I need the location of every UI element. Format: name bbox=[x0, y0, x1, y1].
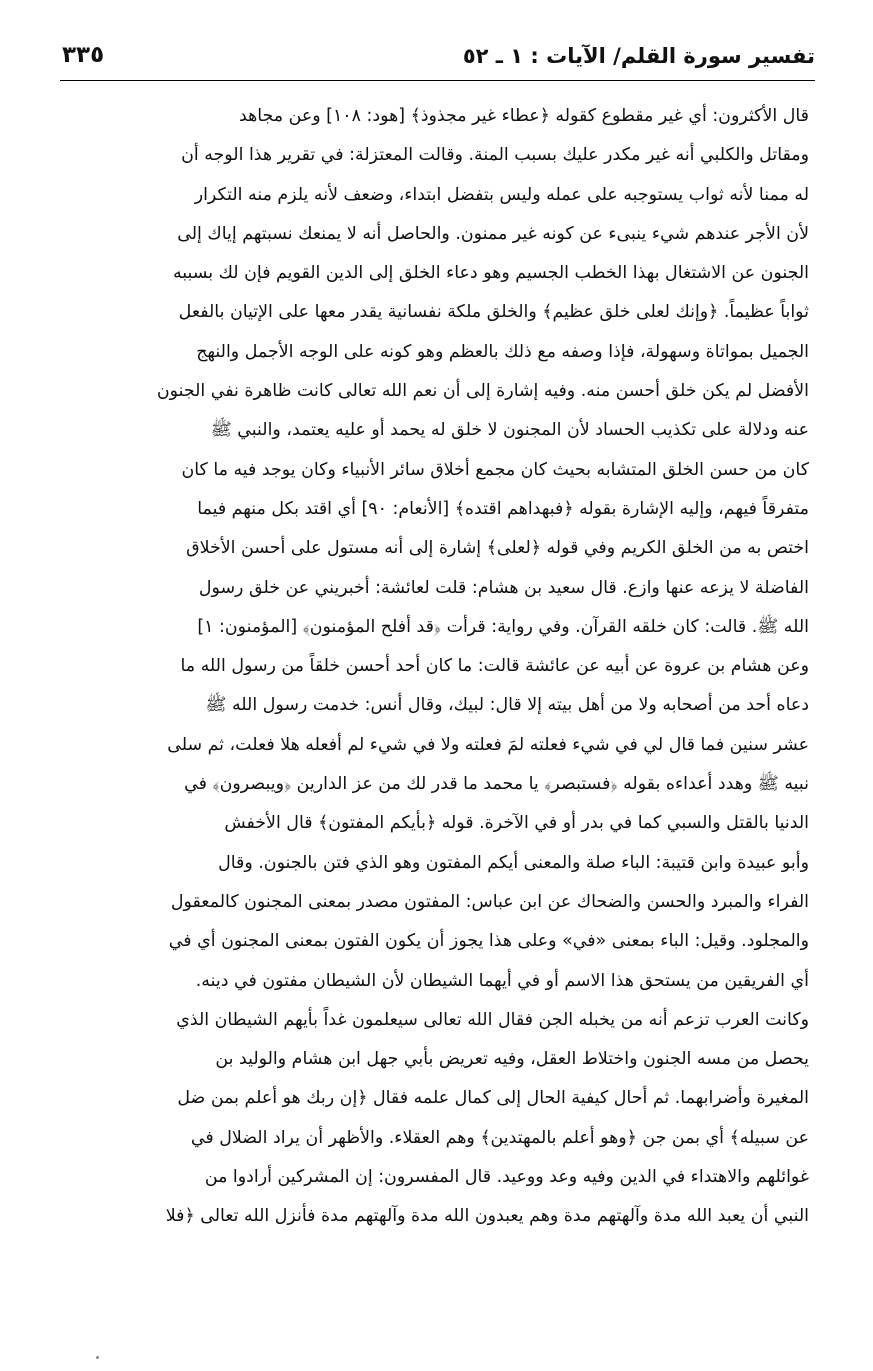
text-line: عشر سنين فما قال لي في شيء فعلته لمَ فعلته ولا في شيء لم أفعله هلا فعلت، ثم سلى bbox=[167, 734, 809, 755]
text-line: وعن هشام بن عروة عن أبيه عن عائشة قالت: ما كان أحد أحسن خلقاً من رسول الله ما bbox=[180, 656, 809, 677]
text-line: الجميل بمواتاة وسهولة، فإذا وصفه مع ذلك بالعظم وهو كونه على الوجه الأجمل والنهج bbox=[196, 341, 809, 362]
text-line: ومقاتل والكلبي أنه غير مكدر عليك بسبب المنة. وقالت المعتزلة: في تقرير هذا الوجه أن bbox=[181, 145, 809, 166]
page-header bbox=[62, 36, 815, 80]
text-line: يحصل من مسه الجنون واختلاط العقل، وفيه تعريض بأبي جهل ابن هشام والوليد بن bbox=[215, 1049, 809, 1070]
text-line: المغيرة وأضرابهما. ثم أحال كيفية الحال إلى كمال علمه فقال ﴿إن ربك هو أعلم بمن ضل bbox=[177, 1088, 809, 1109]
text-line: اختص به من الخلق الكريم وفي قوله ﴿لعلى﴾ إشارة إلى أنه مستول على أحسن الأخلاق bbox=[186, 538, 809, 559]
text-line: الجنون عن الاشتغال بهذا الخطب الجسيم وهو دعاء الخلق إلى الدين القويم فإن لك بسببه bbox=[172, 263, 809, 284]
page-number: ٣٣٥ bbox=[62, 42, 105, 68]
text-line: لأن الأجر عندهم شيء ينبىء عن كونه غير ممنون. والحاصل أنه لا يمنعك نسبتهم إياك إلى bbox=[177, 223, 809, 244]
text-line: متفرقاً فيهم، وإليه الإشارة بقوله ﴿فبهداهم اقتده﴾ [الأنعام: ٩٠] أي اقتد بكل منهم فيما bbox=[197, 498, 809, 519]
text-line: الله ﷺ. قالت: كان خلقه القرآن. وفي رواية: قرأت ﴿قد أفلح المؤمنون﴾ [المؤمنون: ١] bbox=[197, 616, 809, 637]
text-line: الفاضلة لا يزعه عنها وازع. قال سعيد بن هشام: قلت لعائشة: أخبريني عن خلق رسول bbox=[198, 577, 809, 598]
text-line: أي الفريقين من يستحق هذا الاسم أو في أيهما الشيطان لأن الشيطان مفتون في دينه. bbox=[195, 970, 809, 991]
text-line: ثواباً عظيماً. ﴿وإنك لعلى خلق عظيم﴾ والخلق ملكة نفسانية يقدر معها على الإتيان بالفعل bbox=[178, 302, 809, 323]
text-line: والمجلود. وقيل: الباء بمعنى «في» وعلى هذا يجوز أن يكون الفتون بمعنى المجنون أي في bbox=[168, 931, 809, 952]
text-line: الدنيا بالقتل والسبي كما في بدر أو في الآخرة. قوله ﴿بأيكم المفتون﴾ قال الأخفش bbox=[224, 813, 809, 834]
text-line: نبيه ﷺ وهدد أعداءه بقوله ﴿فستبصر﴾ يا محمد ما قدر لك من عز الدارين ﴿ويبصرون﴾ في bbox=[184, 774, 809, 795]
header-rule bbox=[60, 80, 815, 81]
running-title: تفسير سورة القلم/ الآيات : ١ ـ ٥٢ bbox=[462, 44, 815, 68]
scan-speck bbox=[96, 1356, 99, 1359]
text-line: عنه ودلالة على تكذيب الحساد لأن المجنون لا خلق له يحمد أو عليه يعتمد، والنبي ﷺ bbox=[210, 420, 809, 441]
text-line: وأبو عبيدة وابن قتيبة: الباء صلة والمعنى أيكم المفتون وهو الذي فتن بالجنون. وقال bbox=[218, 852, 809, 873]
text-line: قال الأكثرون: أي غير مقطوع كقوله ﴿عطاء غير مجذوذ﴾ [هود: ١٠٨] وعن مجاهد bbox=[238, 106, 809, 126]
text-line: غوائلهم والاهتداء في الدين وفيه وعد ووعيد. قال المفسرون: إن المشركين أرادوا من bbox=[204, 1167, 809, 1188]
text-line: الفراء والمبرد والحسن والضحاك عن ابن عباس: المفتون مصدر بمعنى المجنون كالمعقول bbox=[170, 891, 809, 912]
text-line: له ممنا لأنه ثواب يستوجبه على عمله وليس بتفضل ابتداء، وضعف لأنه يلزم منه التكرار bbox=[194, 184, 809, 205]
text-line: دعاه أحد من أصحابه ولا من أهل بيته إلا قال: لبيك، وقال أنس: خدمت رسول الله ﷺ bbox=[205, 695, 809, 716]
text-line: الأفضل لم يكن خلق أحسن منه. وفيه إشارة إلى أن نعم الله تعالى كانت ظاهرة نفي الجنون bbox=[156, 381, 809, 402]
text-line: النبي أن يعبد الله مدة وآلهتهم مدة وهم يعبدون الله مدة وآلهتهم مدة فأنزل الله تعالى ﴿فلا bbox=[165, 1206, 809, 1227]
body-text bbox=[66, 97, 809, 1237]
text-line: كان من حسن الخلق المتشابه بحيث كان مجمع أخلاق سائر الأنبياء وكان يوجد فيه ما كان bbox=[181, 459, 809, 480]
text-line: وكانت العرب تزعم أنه من يخبله الجن فقال الله تعالى سيعلمون غداً بأيهم الشيطان الذي bbox=[176, 1009, 809, 1030]
text-line: عن سبيله﴾ أي بمن جن ﴿وهو أعلم بالمهتدين﴾ وهم العقلاء. والأظهر أن يراد الضلال في bbox=[190, 1127, 809, 1148]
